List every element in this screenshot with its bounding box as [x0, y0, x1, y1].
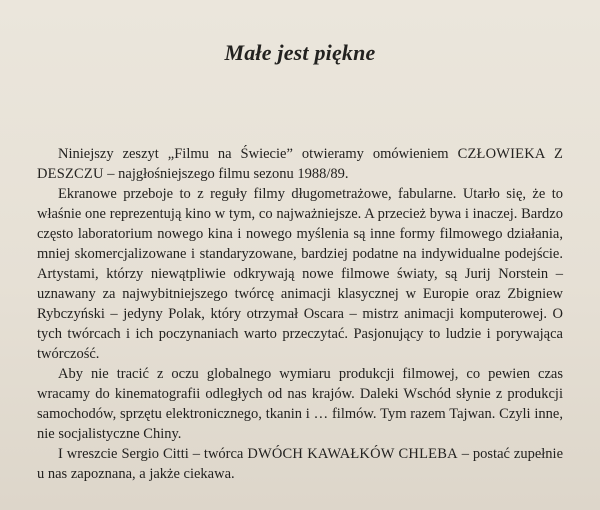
- paragraph-1-text-end: – najgłośniejszego filmu sezonu 1988/89.: [103, 166, 349, 182]
- article-body: [37, 144, 563, 484]
- paragraph-3: Aby nie tracić z oczu globalnego wymiaru produkcji filmowej, co pewien czas wracamy do kinematografii odległych od nas krajów. Daleki Wschód słynie z produkcji samochodów, sprzętu elektronicznego, tkanin i … filmów. Tym razem Tajwan. Czyli inne, nie socjalistyczne Chiny.: [37, 366, 563, 442]
- paragraph-1: [37, 144, 563, 184]
- page-title: Małe jest piękne: [224, 40, 376, 65]
- paragraph-2: Ekranowe przeboje to z reguły filmy długometrażowe, fabularne. Utarło się, że to właśnie one reprezentują kino w tym, co najważniejsze. A przecież bywa i inaczej. Bardzo często laboratorium nowego kina i nowego myślenia są inne formy filmowego działania, mniej skomercjalizowane i standaryzowane, bardziej podatne na indywidualne podejście. Artystami, którzy niewątpliwie odkrywają nowe filmowe światy, są Jurij Norstein – uznawany za najwybitniejszego twórcę animacji klasycznej w Europie oraz Zbigniew Rybczyński – jedyny Polak, który otrzymał Oscara – mistrz animacji komputerowej. O tych twórcach i ich poczynaniach warto przeczytać. Pasjonujący to ludzie i porywająca twórczość.: [37, 186, 563, 362]
- paragraph-1-text: Niniejszy zeszyt „Filmu na Świecie” otwieramy omówieniem: [58, 146, 458, 162]
- paragraph-4-text: I wreszcie Sergio Citti – twórca: [58, 446, 248, 462]
- film-title-two-pieces-of-bread: DWÓCH KAWAŁKÓW CHLEBA: [247, 446, 458, 462]
- film-title-rain-man: CZŁOWIEKA Z DESZCZU: [37, 146, 563, 182]
- paragraph-4-text-end: – postać zupełnie u nas zapoznana, a jakże ciekawa.: [37, 446, 563, 482]
- paragraph-4: [37, 444, 563, 484]
